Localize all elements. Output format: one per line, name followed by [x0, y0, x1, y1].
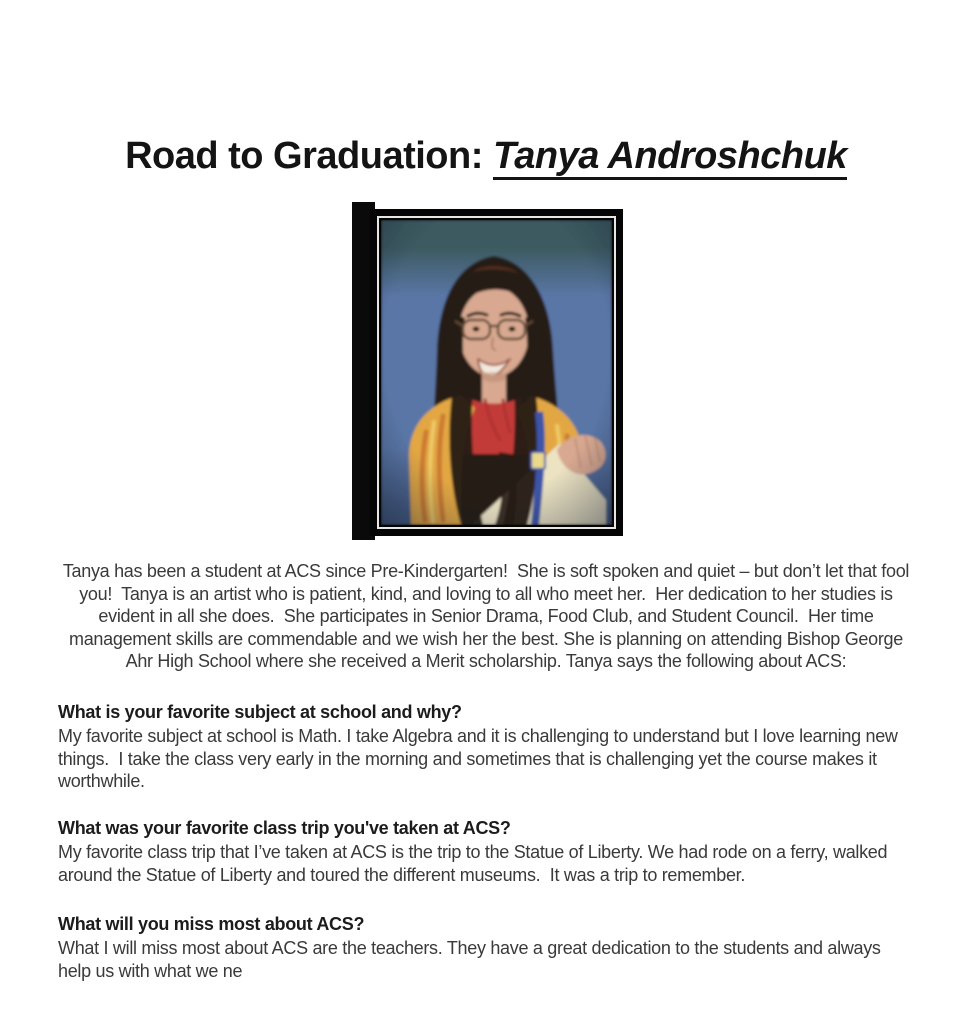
title-prefix: Road to Graduation:	[125, 135, 493, 177]
answer-favorite-subject: My favorite subject at school is Math. I take Algebra and it is challenging to understand but I love learning new things. I take the class very early in the morning and sometimes that is challenging yet the course makes it worthwhile.	[58, 726, 903, 791]
intro-paragraph: Tanya has been a student at ACS since Pre-Kindergarten! She is soft spoken and quiet – but don’t let that fool you! Tanya is an artist who is patient, kind, and loving to all who meet her. Her dedication to her studies is evident in all she does. She participates in Senior Drama, Food Club, and Student Council. Her time management skills are commendable and we wish her the best. She is planning on attending Bishop George Ahr High School where she received a Merit scholarship. Tanya says the following about ACS:	[62, 561, 914, 671]
title-student-name: Tanya Androshchuk	[493, 135, 847, 180]
answer-favorite-trip: My favorite class trip that I’ve taken at ACS is the trip to the Statue of Liberty. We had rode on a ferry, walked around the Statue of Liberty and toured the different museums. It was a trip to remember.	[58, 842, 892, 885]
qa-section-favorite-trip	[58, 817, 918, 886]
page-title	[0, 129, 972, 183]
yearbook-portrait-image	[381, 220, 612, 525]
portrait-photo-inner-border	[377, 216, 616, 529]
question-favorite-trip: What was your favorite class trip you've taken at ACS?	[58, 818, 511, 838]
vignette-overlay	[381, 220, 612, 525]
question-miss-most: What will you miss most about ACS?	[58, 914, 365, 934]
qa-section-miss-most	[58, 913, 918, 982]
qa-section-favorite-subject	[58, 701, 918, 793]
question-favorite-subject: What is your favorite subject at school and why?	[58, 702, 462, 722]
answer-miss-most: What I will miss most about ACS are the teachers. They have a great dedication to the students and always help us with what we ne	[58, 938, 886, 981]
portrait-photo-frame	[370, 209, 623, 536]
